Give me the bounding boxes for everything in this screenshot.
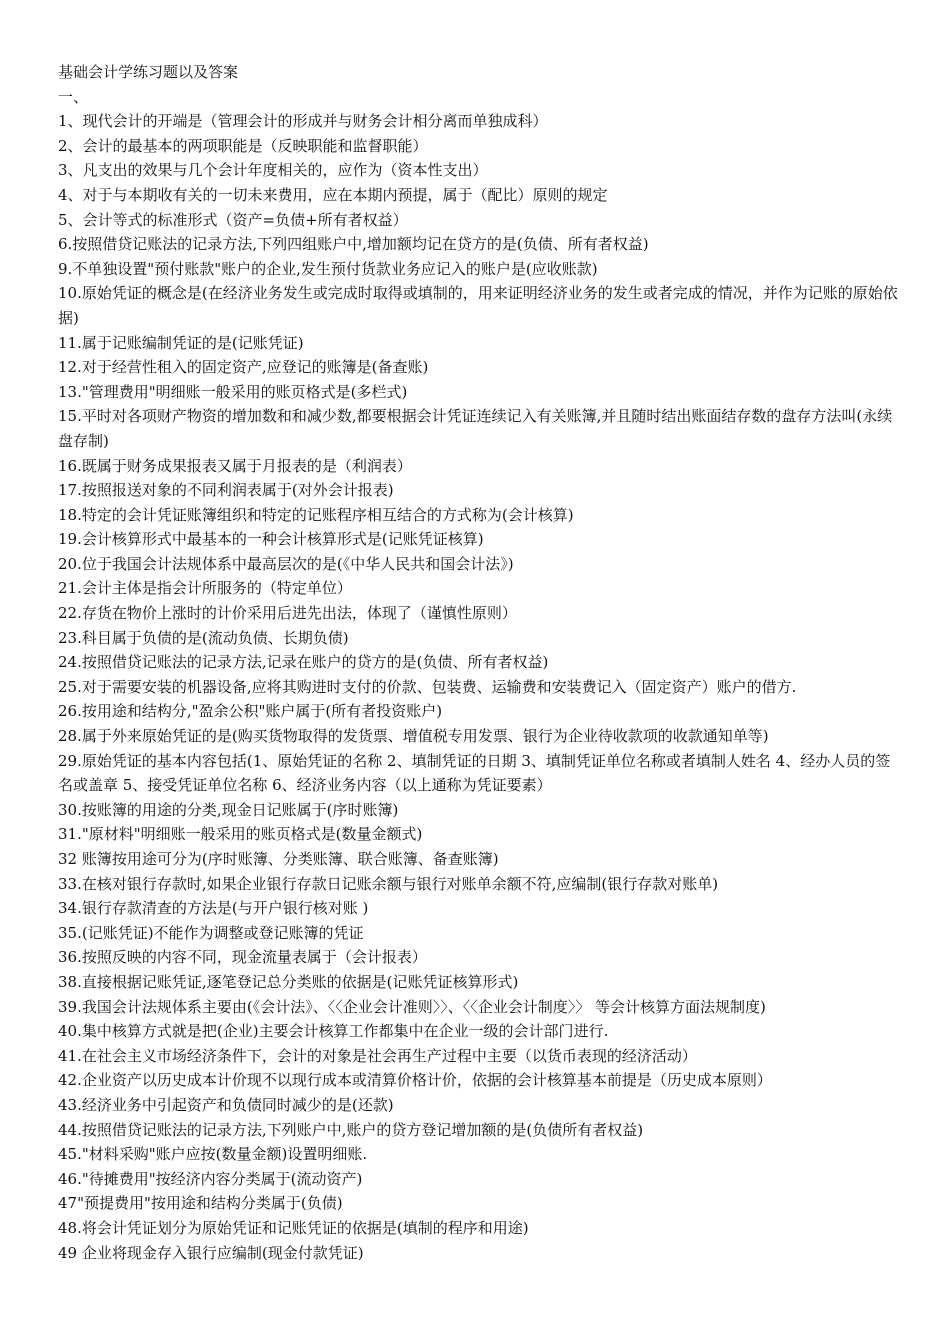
document-title: 基础会计学练习题以及答案 — [58, 63, 239, 81]
question-item: 5、会计等式的标准形式（资产=负债+所有者权益） — [58, 210, 408, 229]
question-item: 10.原始凭证的概念是(在经济业务发生或完成时取得或填制的，用来证明经济业务的发生或者完成的情况，并作为记账的原始依据) — [58, 284, 898, 327]
question-item: 11.属于记账编制凭证的是(记账凭证) — [58, 333, 304, 352]
question-item: 19.会计核算形式中最基本的一种会计核算形式是(记账凭证核算) — [58, 530, 484, 549]
question-item: 23.科目属于负债的是(流动负债、长期负债) — [58, 628, 349, 647]
question-item: 32 账簿按用途可分为(序时账簿、分类账簿、联合账簿、备查账簿) — [58, 850, 499, 868]
question-item: 25.对于需要安装的机器设备,应将其购进时支付的价款、包装费、运输费和安装费记入（固定资产）账户的借方. — [58, 677, 797, 696]
question-item: 30.按账簿的用途的分类,现金日记账属于(序时账簿) — [58, 800, 399, 819]
question-item: 24.按照借贷记账法的记录方法,记录在账户的贷方的是(负债、所有者权益) — [58, 653, 549, 672]
question-item: 46."待摊费用"按经济内容分类属于(流动资产) — [58, 1169, 363, 1188]
question-item: 21.会计主体是指会计所服务的（特定单位） — [58, 579, 352, 598]
section-heading: 一、 — [58, 87, 89, 106]
question-item: 17.按照报送对象的不同利润表属于(对外会计报表) — [58, 481, 394, 500]
question-list — [58, 109, 898, 1265]
question-item: 15.平时对各项财产物资的增加数和和减少数,都要根据会计凭证连续记入有关账簿,并且随时结出账面结存数的盘存方法叫(永续盘存制) — [58, 407, 893, 450]
question-item: 20.位于我国会计法规体系中最高层次的是(《中华人民共和国会计法》) — [58, 554, 514, 573]
question-item: 29.原始凭证的基本内容包括(1、原始凭证的名称 2、填制凭证的日期 3、填制凭证单位名称或者填制人姓名 4、经办人员的签名或盖章 5、接受凭证单位名称 6、经济业务内容（以上通称为凭证要素） — [58, 751, 891, 795]
question-item: 31."原材料"明细账一般采用的账页格式是(数量金额式) — [58, 825, 423, 844]
question-item: 3、凡支出的效果与几个会计年度相关的，应作为（资本性支出） — [58, 161, 488, 180]
question-item: 18.特定的会计凭证账簿组织和特定的记账程序相互结合的方式称为(会计核算) — [58, 505, 574, 524]
question-item: 38.直接根据记账凭证,逐笔登记总分类账的依据是(记账凭证核算形式) — [58, 972, 519, 991]
question-item: 28.属于外来原始凭证的是(购买货物取得的发货票、增值税专用发票、银行为企业待收款项的收款通知单等) — [58, 727, 769, 746]
question-item: 47"预提费用"按用途和结构分类属于(负债) — [58, 1194, 343, 1213]
question-item: 9.不单独设置"预付账款"账户的企业,发生预付货款业务应记入的账户是(应收账款) — [58, 259, 598, 278]
question-item: 13."管理费用"明细账一般采用的账页格式是(多栏式) — [58, 382, 408, 401]
question-item: 4、对于与本期收有关的一切未来费用，应在本期内预提，属于（配比）原则的规定 — [58, 185, 608, 204]
question-item: 16.既属于财务成果报表又属于月报表的是（利润表） — [58, 456, 412, 475]
question-item: 35.(记账凭证)不能作为调整或登记账簿的凭证 — [58, 923, 364, 942]
question-item: 45."材料采购"账户应按(数量金额)设置明细账. — [58, 1145, 368, 1164]
question-item: 48.将会计凭证划分为原始凭证和记账凭证的依据是(填制的程序和用途) — [58, 1218, 529, 1237]
question-item: 49 企业将现金存入银行应编制(现金付款凭证) — [58, 1243, 364, 1262]
question-item: 34.银行存款清查的方法是(与开户银行核对账 ) — [58, 899, 369, 918]
question-item: 41.在社会主义市场经济条件下，会计的对象是社会再生产过程中主要（以货币表现的经济活动） — [58, 1046, 697, 1065]
question-item: 36.按照反映的内容不同，现金流量表属于（会计报表） — [58, 948, 427, 967]
question-item: 33.在核对银行存款时,如果企业银行存款日记账余额与银行对账单余额不符,应编制(银行存款对账单) — [58, 874, 719, 893]
question-item: 6.按照借贷记账法的记录方法,下列四组账户中,增加额均记在贷方的是(负债、所有者权益) — [58, 235, 649, 254]
question-item: 39.我国会计法规体系主要由(《会计法》、〈〈企业会计准则〉〉、〈〈企业会计制度〉〉 等会计核算方面法规制度) — [58, 997, 766, 1016]
question-item: 2、会计的最基本的两项职能是（反映职能和监督职能） — [58, 136, 428, 155]
question-item: 22.存货在物价上涨时的计价采用后进先出法，体现了（谨慎性原则） — [58, 604, 517, 623]
question-item: 12.对于经营性租入的固定资产,应登记的账簿是(备查账) — [58, 358, 429, 377]
question-item: 26.按用途和结构分,"盈余公积"账户属于(所有者投资账户) — [58, 702, 443, 721]
document-page — [58, 60, 898, 1265]
question-item: 40.集中核算方式就是把(企业)主要会计核算工作都集中在企业一级的会计部门进行. — [58, 1022, 609, 1041]
question-item: 1、现代会计的开端是（管理会计的形成并与财务会计相分离而单独成科） — [58, 112, 548, 131]
question-item: 42.企业资产以历史成本计价现不以现行成本或清算价格计价，依据的会计核算基本前提是（历史成本原则） — [58, 1071, 772, 1090]
question-item: 44.按照借贷记账法的记录方法,下列账户中,账户的贷方登记增加额的是(负债所有者权益) — [58, 1120, 644, 1139]
question-item: 43.经济业务中引起资产和负债同时减少的是(还款) — [58, 1095, 394, 1114]
